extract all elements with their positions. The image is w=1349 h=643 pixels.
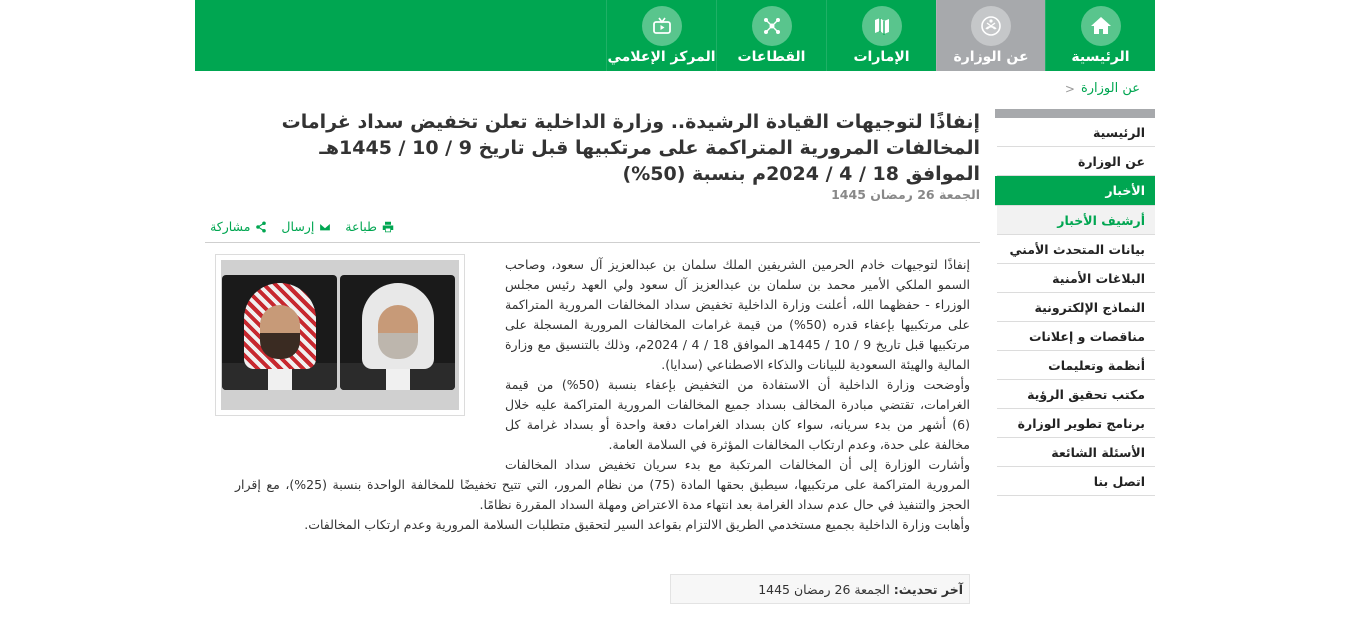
sidebar-item-development-program[interactable]: برنامج تطوير الوزارة bbox=[997, 409, 1155, 438]
sidebar-item-e-forms[interactable]: النماذج الإلكترونية bbox=[997, 293, 1155, 322]
sidebar-item-faq[interactable]: الأسئلة الشائعة bbox=[997, 438, 1155, 467]
sidebar-item-regulations[interactable]: أنظمة وتعليمات bbox=[997, 351, 1155, 380]
last-updated-value: الجمعة 26 رمضان 1445 bbox=[758, 581, 890, 597]
map-icon bbox=[862, 6, 902, 46]
nav-item-home[interactable] bbox=[1045, 0, 1155, 71]
sidebar-item-home[interactable]: الرئيسية bbox=[997, 118, 1155, 147]
article-actions bbox=[210, 219, 394, 234]
article-title: إنفاذًا لتوجيهات القيادة الرشيدة.. وزارة الداخلية تعلن تخفيض سداد غرامات المخالفات المرورية المتراكمة على مرتكبيها قبل تاريخ 9 / 10 / 1445هـ الموافق 18 / 4 / 2024م بنسبة (50%) bbox=[281, 111, 980, 185]
nav-label: عن الوزارة bbox=[953, 49, 1029, 65]
print-icon bbox=[382, 221, 394, 233]
sidebar-item-security-reports[interactable]: البلاغات الأمنية bbox=[997, 264, 1155, 293]
article-paragraph: وأهابت وزارة الداخلية بجميع مستخدمي الطريق الالتزام بقواعد السير لتحقيق متطلبات السلامة المرورية وعدم ارتكاب المخالفات. bbox=[304, 517, 970, 532]
share-label: مشاركة bbox=[210, 219, 251, 234]
nav-item-about-ministry[interactable] bbox=[936, 0, 1045, 71]
sidebar-item-news-archive[interactable]: أرشيف الأخبار bbox=[997, 206, 1155, 235]
sidebar-item-tenders[interactable]: مناقصات و إعلانات bbox=[997, 322, 1155, 351]
breadcrumb-item-about-ministry[interactable]: عن الوزارة bbox=[1080, 81, 1140, 96]
home-icon bbox=[1081, 6, 1121, 46]
sidebar-item-contact[interactable]: اتصل بنا bbox=[997, 467, 1155, 496]
share-button[interactable] bbox=[210, 219, 267, 234]
nav-label: القطاعات bbox=[737, 49, 806, 65]
share-icon bbox=[255, 221, 267, 233]
divider bbox=[205, 242, 980, 243]
sidebar-item-security-spokesman[interactable]: بيانات المتحدث الأمني bbox=[997, 235, 1155, 264]
tv-icon bbox=[642, 6, 682, 46]
nav-label: الإمارات bbox=[853, 49, 910, 65]
print-button[interactable] bbox=[345, 219, 394, 234]
nav-item-emirates[interactable] bbox=[826, 0, 936, 71]
send-button[interactable] bbox=[281, 219, 331, 234]
last-updated-box bbox=[670, 574, 970, 604]
breadcrumb bbox=[1065, 81, 1140, 96]
sidebar-item-news[interactable]: الأخبار bbox=[995, 176, 1155, 206]
article-body bbox=[235, 255, 970, 535]
sidebar-item-about-ministry[interactable]: عن الوزارة bbox=[997, 147, 1155, 176]
sidebar-item-vision-office[interactable]: مكتب تحقيق الرؤية bbox=[997, 380, 1155, 409]
last-updated-label: آخر تحديث: bbox=[893, 581, 963, 597]
network-icon bbox=[752, 6, 792, 46]
nav-label: الرئيسية bbox=[1071, 49, 1130, 65]
chevron-left-icon: < bbox=[1064, 81, 1075, 96]
print-label: طباعة bbox=[345, 219, 377, 234]
nav-label: المركز الإعلامي bbox=[607, 49, 716, 65]
send-label: إرسال bbox=[281, 219, 315, 234]
emblem-icon bbox=[971, 6, 1011, 46]
sidebar bbox=[995, 109, 1155, 496]
article-date: الجمعة 26 رمضان 1445 bbox=[831, 187, 980, 202]
article-paragraph: وأوضحت وزارة الداخلية أن الاستفادة من التخفيض بإعفاء بنسبة (50%) من قيمة الغرامات، تقتضي مبادرة المخالف بسداد جميع المخالفات المرورية المتراكمة عليه خلال (6) أشهر من بدء سريانه، سواء كان بسداد الغرامات دفعة واحدة أو بسداد غرامة كل مخالفة على حدة، وعدم ارتكاب المخالفات المؤثرة في السلامة العامة. bbox=[505, 377, 971, 452]
nav-item-sectors[interactable] bbox=[716, 0, 826, 71]
nav-item-media-center[interactable] bbox=[606, 0, 716, 71]
article-paragraph: وأشارت الوزارة إلى أن المخالفات المرتكبة مع بدء سريان تخفيض سداد المخالفات المرورية المتراكمة على مرتكبيها، سيطبق بحقها المادة (75) من نظام المرور، التي تتيح تخفيضًا للمخالفة الواحدة بنسبة (25%)، مع إقرار الحجز والتنفيذ في حال عدم سداد الغرامة بعد انتهاء مدة الاعتراض ومهلة السداد المقررة نظامًا. bbox=[235, 457, 970, 512]
envelope-icon bbox=[319, 221, 331, 233]
main-navigation bbox=[195, 0, 1155, 71]
article-paragraph: إنفاذًا لتوجيهات خادم الحرمين الشريفين الملك سلمان بن عبدالعزيز آل سعود، وصاحب السمو الملكي الأمير محمد بن سلمان بن عبدالعزيز آل سعود ولي العهد رئيس مجلس الوزراء - حفظهما الله، أعلنت وزارة الداخلية تخفيض سداد المخالفات المرورية المتراكمة على مرتكبيها بإعفاء قدره (50%) من قيمة غرامات المخالفات المرورية المسجلة على مرتكبيها قبل تاريخ 9 / 10 / 1445هـ الموافق 18 / 4 / 2024م، وذلك بالتنسيق مع وزارة المالية والهيئة السعودية للبيانات والذكاء الاصطناعي (سدايا). bbox=[505, 257, 970, 372]
